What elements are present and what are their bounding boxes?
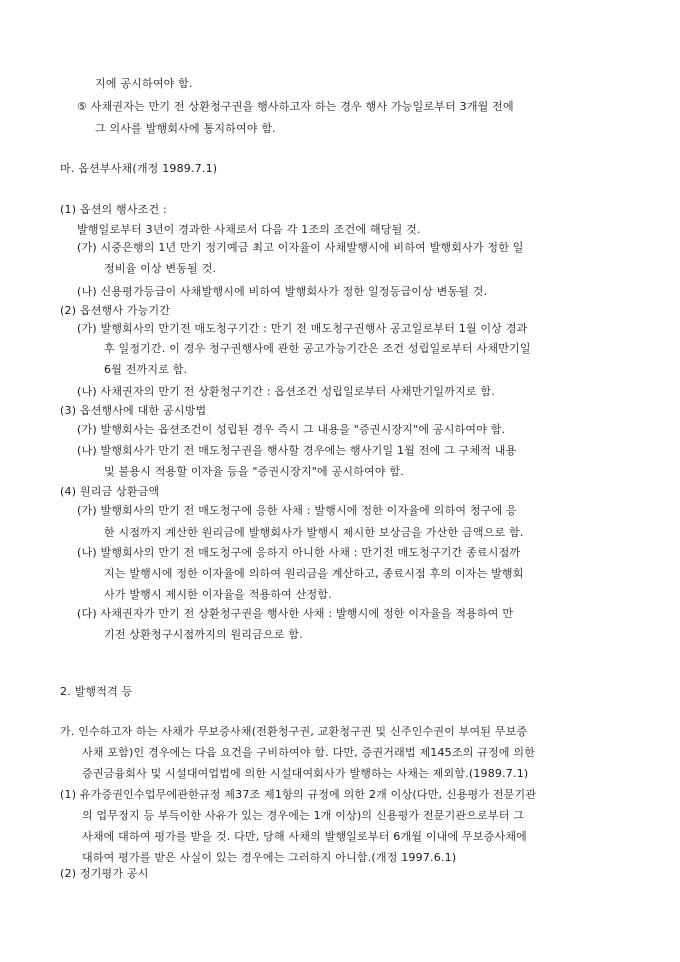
text-line: (다) 사채권자가 만기 전 상환청구권을 행사한 사채 : 발행시에 정한 이자율을 적용하여 만 bbox=[77, 607, 514, 620]
text-line: 6월 전까지로 함. bbox=[104, 363, 188, 376]
text-line: 발행일로부터 3년이 경과한 사채로서 다음 각 1조의 조건에 해당될 것. bbox=[77, 223, 421, 236]
text-line: 지는 발행시에 정한 이자율에 의하여 원리금을 계산하고, 종료시점 후의 이자는 발행회 bbox=[104, 567, 524, 580]
text-line: (나) 발행회사의 만기 전 매도청구에 응하지 아니한 사채 : 만기전 매도청구기간 종료시점까 bbox=[77, 546, 521, 559]
text-line: (1) 유가증권인수업무에관한규정 제37조 제1항의 규정에 의한 2개 이상(다만, 신용평가 전문기관 bbox=[60, 788, 537, 801]
text-line: (나) 사채권자의 만기 전 상환청구기간 : 옵션조건 성립일로부터 사채만기일까지로 함. bbox=[77, 385, 495, 398]
text-line: 및 불용시 적용할 이자율 등을 "증권시장지"에 공시하여야 함. bbox=[104, 465, 404, 478]
text-line: 지에 공시하여야 함. bbox=[95, 77, 193, 90]
text-line: 대하여 평가를 받은 사실이 있는 경우에는 그러하지 아니함.(개정 1997.6.1) bbox=[82, 851, 457, 864]
text-line: 사채 포함)인 경우에는 다음 요건을 구비하여야 함. 다만, 증권거래법 제145조의 규정에 의한 bbox=[82, 746, 536, 759]
text-line: 사가 발행시 제시한 이자율을 적용하여 산정함. bbox=[104, 588, 332, 601]
text-line: 후 일정기간. 이 경우 청구권행사에 관한 공고가능기간은 조건 성립일로부터 사채만기일 bbox=[104, 342, 531, 355]
text-line: (가) 발행회사의 만기전 매도청구기간 : 만기 전 매도청구권행사 공고일로부터 1월 이상 경과 bbox=[77, 322, 528, 335]
text-line: (2) 정기평가 공시 bbox=[60, 867, 149, 880]
text-line: (4) 원리금 상환금액 bbox=[60, 485, 160, 498]
text-line: (나) 신용평가등급이 사채발행시에 비하여 발행회사가 정한 일정등급이상 변동될 것. bbox=[77, 285, 488, 298]
text-line: (3) 옵션행사에 대한 공시방법 bbox=[60, 404, 207, 417]
text-line: 사채에 대하여 평가를 받을 것. 다만, 당해 사채의 발행일로부터 6개월 이내에 무보증사채에 bbox=[82, 830, 527, 843]
section-heading: 마. 옵션부사채(개정 1989.7.1) bbox=[60, 162, 218, 175]
text-line: (가) 발행회사는 옵션조건이 성립된 경우 즉시 그 내용을 "증권시장지"에 공시하여야 함. bbox=[77, 423, 506, 436]
text-line: 한 시점까지 계산한 원리금에 발행회사가 발행시 제시한 보상금을 가산한 금액으로 함. bbox=[104, 526, 524, 539]
text-line: (가) 시중은행의 1년 만기 정기예금 최고 이자율이 사채발행시에 비하여 발행회사가 정한 일 bbox=[77, 241, 524, 254]
text-line: ⑤ 사채권자는 만기 전 상환청구권을 행사하고자 하는 경우 행사 가능일로부터 3개월 전에 bbox=[77, 100, 514, 113]
section-heading: 2. 발행적격 등 bbox=[60, 685, 133, 698]
text-line: 기전 상환청구시점까지의 원리금으로 함. bbox=[104, 628, 303, 641]
text-line: 그 의사를 발행회사에 통지하여야 함. bbox=[95, 122, 276, 135]
text-line: (1) 옵션의 행사조건 : bbox=[60, 203, 167, 216]
text-line: 정비율 이상 변동될 것. bbox=[104, 262, 217, 275]
text-line: 가. 인수하고자 하는 사채가 무보증사채(전환청구권, 교환청구권 및 신주인수권이 부여된 무보증 bbox=[60, 725, 528, 738]
text-line: 증권금융회사 및 시설대여업법에 의한 시설대여회사가 발행하는 사채는 제외함.(1989.7.1) bbox=[82, 767, 529, 780]
text-line: (2) 옵션행사 가능기간 bbox=[60, 304, 171, 317]
text-line: (가) 발행회사의 만기 전 매도청구에 응한 사채 : 발행시에 정한 이자율에 의하여 청구에 응 bbox=[77, 504, 517, 517]
text-line: 의 업무정지 등 부득이한 사유가 있는 경우에는 1개 이상)의 신용평가 전문기관으로부터 그 bbox=[82, 809, 525, 822]
text-line: (나) 발행회사가 만기 전 매도청구권을 행사할 경우에는 행사기일 1월 전에 그 구체적 내용 bbox=[77, 444, 517, 457]
